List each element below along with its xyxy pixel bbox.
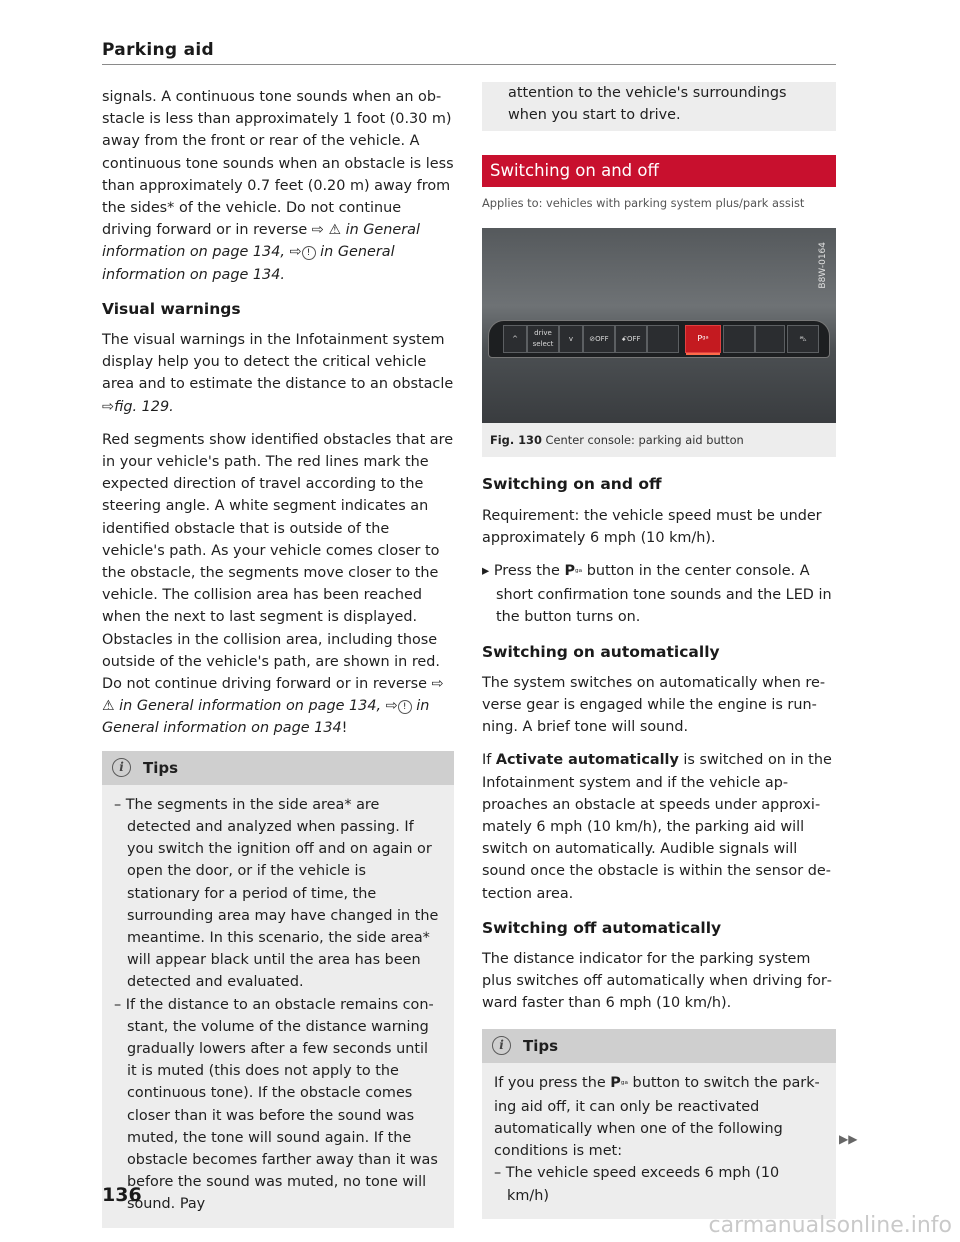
paragraph-red-segments (102, 429, 454, 740)
figure-center-console (482, 228, 836, 423)
esc-off-button: ꗃOFF (615, 325, 647, 353)
hazard-button (787, 325, 819, 353)
continued-arrow-icon: ▶▶ (839, 1132, 858, 1146)
triangle-bullet-icon: ▸ (482, 563, 494, 580)
figure-caption-text: Center console: parking aid button (545, 433, 744, 448)
info-circle-icon: ! (398, 700, 412, 714)
step-text: Press the (493, 563, 565, 580)
blank-button (723, 325, 755, 353)
paragraph-text: is switched on in the Infotainment system and if the vehicle approaches an obstacle at speeds under approximately 6 mph (10 km/h), the parking aid will switch on automatically. Audible signals will sound once the obstacle is within the sensor detection area. (482, 752, 832, 902)
tips-box-right (482, 1029, 836, 1219)
tips-body (482, 1063, 836, 1219)
paragraph-requirement: Requirement: the vehicle speed must be under approximately 6 mph (10 km/h). (482, 507, 822, 546)
ref-arrow-icon: ⇨ (102, 398, 115, 415)
paragraph-text: The visual warnings in the Infotainment system display help you to detect the critical vehicle area and to estimate the distance to an obstacle (102, 332, 454, 393)
applies-to-note: Applies to: vehicles with parking system plus/park assist (482, 196, 805, 210)
parking-aid-symbol: P (564, 563, 576, 580)
tips-item: – The segments in the side area* are detected and analyzed when passing. If you switch the ignition off and on again or open the door, or if the vehicle is stationary for a period of time, the surrounding area may have changed in the meantime. In this scenario, the side area* will appear black until the area has been detected and evaluated. (114, 796, 439, 991)
paragraph-text: Red segments show identified obstacles that are in your vehicle's path. The red lines mark the expected direction of travel according to the steering angle. A white segment indicates an identified obstacle that is outside of the vehicle's path. As your vehicle comes closer to the obstacle, the segments move closer to the vehicle. The collision area has been reached when the next to last segment is displayed. Obstacles in the collision area, including those outside of the vehicle's path, are shown in red. Do not continue driving forward or in reverse (102, 431, 454, 693)
heading-switching-on-off: Switching on and off (482, 475, 662, 494)
paragraph-auto-on: The system switches on automatically when reverse gear is engaged while the engine is running. A brief tone will sound. (482, 674, 826, 736)
tips-item: – The vehicle speed exceeds 6 mph (10 km/h) (494, 1165, 780, 1204)
tips-body (102, 785, 454, 1228)
car-icon: ⛍ (799, 335, 807, 344)
info-reference-link[interactable]: in General information on page 134. (102, 244, 395, 283)
warning-triangle-icon: ⚠ (102, 698, 115, 715)
console-button-strip (488, 320, 830, 358)
info-circle-icon: i (112, 758, 131, 777)
paragraph-text: signals. A continuous tone sounds when an obstacle is less than approximately 1 foot (0.30 m) away from the front or rear of the vehicle. A continuous tone sounds when an obstacle is less than approximately 0.7 feet (0.20 m) away from the sides* of the vehicle. Do not continue driving forward or in reverse (102, 89, 454, 239)
figure-label: Fig. 130 (490, 433, 542, 448)
tips-continued-box (482, 82, 836, 131)
ref-arrow-icon: ⇨ (431, 676, 444, 693)
paragraph-visual-warnings (102, 329, 454, 418)
menu-item-name: Activate automatically (495, 752, 679, 769)
paragraph-auto-off: The distance indicator for the parking system plus switches off automatically when driving forward faster than 6 mph (10 km/h). (482, 951, 832, 1012)
section-title-bar (482, 155, 836, 187)
left-column (102, 86, 454, 1228)
tips-label: Tips (143, 758, 179, 777)
parking-aid-symbol: P (610, 1074, 621, 1091)
step-text: button in the center console. A short confirmation tone sounds and the LED in the button turns on. (496, 563, 832, 626)
parking-aid-icon: ᵍᵃ (702, 334, 709, 344)
start-stop-off-button: ⊘OFF (583, 325, 615, 353)
tips-header (482, 1029, 836, 1063)
paragraph-signals (102, 86, 454, 286)
warning-reference-link[interactable]: in General information on page 134, (102, 222, 420, 261)
page-number: 136 (102, 1184, 142, 1206)
header-rule (102, 64, 836, 65)
heading-visual-warnings: Visual warnings (102, 299, 241, 318)
paragraph-text: If (482, 752, 496, 769)
tips-label: Tips (523, 1036, 559, 1055)
tips-text (494, 1072, 824, 1163)
parking-aid-icon: ᵍᵃ (575, 568, 583, 579)
paragraph-end: ! (341, 720, 348, 737)
right-column (482, 86, 836, 1219)
chevron-down-button: v (559, 325, 583, 353)
tips-text-part: button to switch the parking aid off, it can only be reactivated automatically when one of the following conditions is met: (494, 1074, 820, 1160)
watermark: carmanualsonline.info (708, 1213, 952, 1238)
tips-header (102, 751, 454, 785)
tips-continued-text: attention to the vehicle's surroundings when you start to drive. (508, 85, 787, 124)
section-title: Switching on and off (490, 160, 659, 180)
page-header-title: Parking aid (102, 40, 214, 60)
paragraph-activate-automatically (482, 749, 836, 904)
blank-button (647, 325, 679, 353)
heading-switching-off-automatically: Switching off automatically (482, 918, 722, 937)
ref-arrow-icon: ⇨ (289, 244, 302, 261)
figure-caption (482, 423, 836, 457)
tips-box-left (102, 751, 454, 1228)
heading-switching-on-automatically: Switching on automatically (482, 642, 720, 661)
info-circle-icon: i (492, 1036, 511, 1055)
blank-button (755, 325, 785, 353)
info-circle-icon: ! (302, 246, 316, 260)
tips-item: – If the distance to an obstacle remains constant, the volume of the distance warning gradually lowers after a few seconds until it is muted (this does not apply to the continuous tone). If the obstacle comes closer than it was before the sound was muted, the tone will sound again. If the obstacle becomes farther away than it was before the sound was muted, no tone will sound. Pay (114, 996, 438, 1213)
warning-reference-link[interactable]: in General information on page 134, (119, 698, 382, 715)
instruction-step (482, 560, 836, 629)
tips-text-part: If you press the (494, 1074, 611, 1091)
info-reference-link[interactable]: in General information on page 134 (102, 698, 430, 737)
ref-arrow-icon: ⇨ (385, 698, 398, 715)
drive-select-button: drive select (527, 325, 559, 353)
ref-arrow-icon: ⇨ (311, 222, 324, 239)
led-indicator (686, 353, 720, 355)
warning-triangle-icon: ⚠ (328, 222, 341, 239)
parking-aid-icon: ᵍᵃ (620, 1079, 628, 1090)
figure-code: B8W-0164 (817, 242, 828, 289)
figure-reference-link[interactable]: fig. 129. (114, 398, 174, 415)
parking-aid-button: Pᵍᵃ (685, 325, 721, 353)
chevron-up-button: ^ (503, 325, 527, 353)
